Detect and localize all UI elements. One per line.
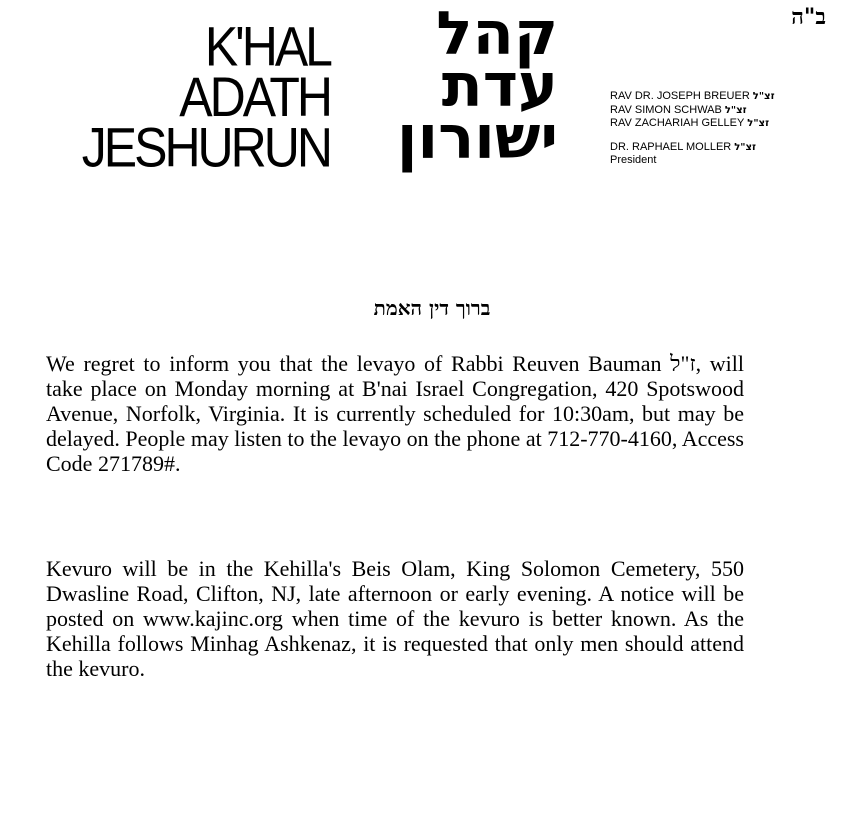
president-honorific: זצ"ל xyxy=(734,141,757,153)
officer-honorific: זצ"ל xyxy=(752,91,775,102)
notice-paragraph: We regret to inform you that the levayo of Rabbi Reuven Bauman ז"ל, will take place on Monday morning at B'nai Israel Congregation, 420 Spotswood Avenue, Norfolk, Virginia. It is currently scheduled for 10:30am, but may be delayed. People may listen to the levayo on the phone at 712-770-4160, Access Code 271789#. xyxy=(46,351,744,476)
logo-hebrew-line: עדת xyxy=(441,51,558,121)
officers-list xyxy=(610,90,850,168)
officer-row xyxy=(610,117,850,131)
logo-hebrew-line: ישורון xyxy=(396,103,558,173)
president-title: President xyxy=(610,154,657,166)
logo-english-line: ADATH xyxy=(179,65,330,129)
officer-name: RAV SIMON SCHWAB xyxy=(610,103,722,116)
president-name: DR. RAPHAEL MOLLER xyxy=(610,140,732,153)
logo-english-line: K'HAL xyxy=(204,15,330,79)
officer-row xyxy=(610,104,850,118)
officer-honorific: זצ"ל xyxy=(747,118,770,129)
officer-name: RAV ZACHARIAH GELLEY xyxy=(610,117,745,129)
logo-hebrew xyxy=(336,0,558,173)
officer-name: RAV DR. JOSEPH BREUER xyxy=(610,90,750,102)
bh-mark: ב"ה xyxy=(791,4,826,30)
president-row xyxy=(610,141,850,155)
document-heading: ברוך דין האמת xyxy=(373,296,491,320)
logo-english-line: JESHURUN xyxy=(81,116,330,179)
notice-paragraph: Kevuro will be in the Kehilla's Beis Olam, King Solomon Cemetery, 550 Dwasline Road, Clifton, NJ, late afternoon or early evening. A notice will be posted on www.kajinc.org when time of the kevuro is better known. As the Kehilla follows Minhag Ashkenaz, it is requested that only men should attend the kevuro. xyxy=(46,556,744,681)
officer-honorific: זצ"ל xyxy=(724,104,747,116)
logo-hebrew-line: קהל xyxy=(436,0,558,69)
logo-english xyxy=(72,15,330,179)
officer-row xyxy=(610,90,850,104)
